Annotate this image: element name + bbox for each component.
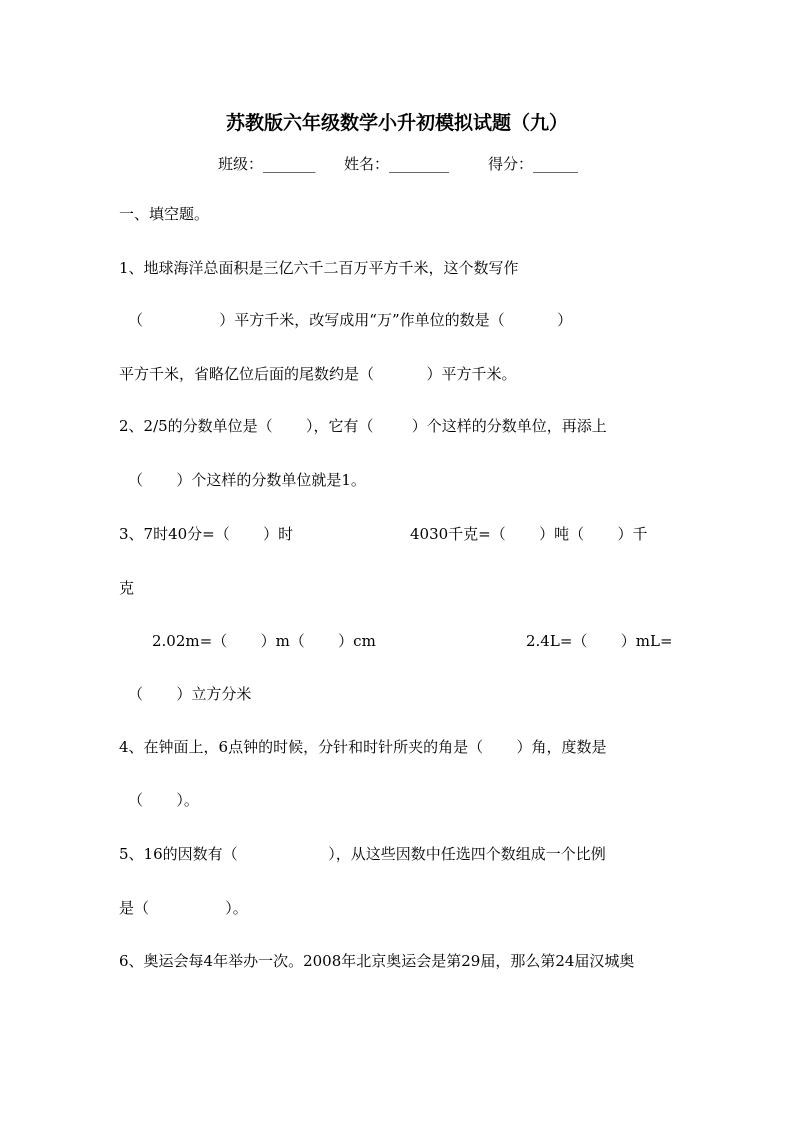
question-1-line-3: 平方千米，省略亿位后面的尾数约是（ ）平方千米。: [119, 365, 517, 383]
question-2-line-1: 2、2/5的分数单位是（ ），它有（ ）个这样的分数单位，再添上: [119, 417, 607, 435]
question-3-line-4: （ ）立方分米: [128, 685, 252, 703]
question-3-line-1a: 3、7时40分=（ ）时: [119, 525, 294, 543]
question-1-line-1: 1、地球海洋总面积是三亿六千二百万平方千米，这个数写作: [119, 259, 519, 277]
question-3-line-3b: 2.4L=（ ）mL=: [526, 632, 673, 650]
question-3-line-3a: 2.02m=（ ）m（ ）cm: [152, 632, 376, 650]
question-3-line-2: 克: [119, 579, 135, 597]
question-5-line-2: 是（ ）。: [119, 899, 248, 917]
question-5-line-1: 5、16的因数有（ ），从这些因数中任选四个数组成一个比例: [119, 845, 606, 863]
section-heading: 一、填空题。: [119, 205, 210, 223]
question-4-line-2: （ ）。: [128, 791, 199, 809]
page-title: 苏教版六年级数学小升初模拟试题（九）: [225, 112, 568, 134]
score-field[interactable]: 得分：______: [488, 155, 579, 173]
question-6-line-1: 6、奥运会每4年举办一次。2008年北京奥运会是第29届，那么第24届汉城奥: [119, 952, 635, 970]
class-field[interactable]: 班级：_______: [218, 155, 316, 173]
question-2-line-2: （ ）个这样的分数单位就是1。: [128, 471, 366, 489]
name-field[interactable]: 姓名：________: [344, 155, 450, 173]
question-3-line-1b: 4030千克=（ ）吨（ ）千: [410, 525, 648, 543]
question-1-line-2: （ ）平方千米，改写成用“万”作单位的数是（ ）: [128, 311, 573, 329]
question-4-line-1: 4、在钟面上，6点钟的时候，分针和时针所夹的角是（ ）角，度数是: [119, 738, 607, 756]
